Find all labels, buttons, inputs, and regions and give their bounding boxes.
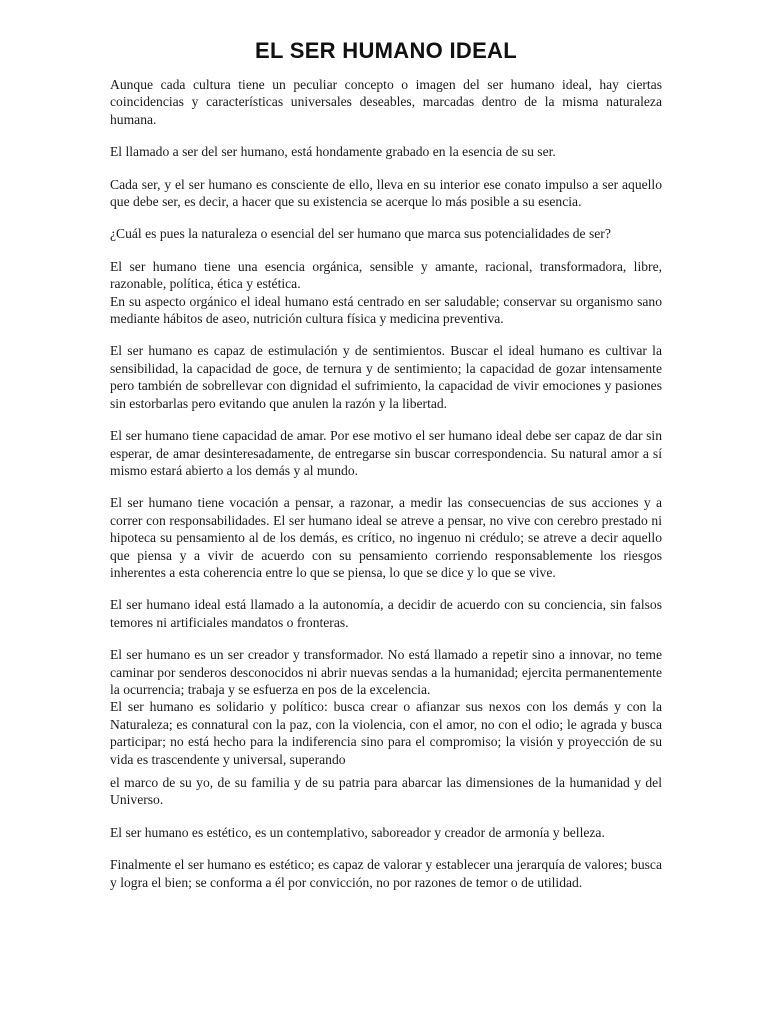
paragraph-sentimientos: El ser humano es capaz de estimulación y de sentimientos. Buscar el ideal humano es cultivar la sensibilidad, la capacidad de goce, de ternura y de sentimiento; la capacidad de gozar intensamente pero también de sobrellevar con dignidad el sufrimiento, la capacidad de vivir emociones y pasiones sin estorbarlas pero evitando que anulen la razón y la libertad.: [110, 343, 662, 411]
paragraph-intro: Aunque cada cultura tiene un peculiar concepto o imagen del ser humano ideal, hay ciertas coincidencias y características universales deseables, marcadas dentro de la misma naturaleza humana.: [110, 77, 662, 127]
paragraph-pensar: El ser humano tiene vocación a pensar, a razonar, a medir las consecuencias de sus acciones y a correr con responsabilidades. El ser humano ideal se atreve a pensar, no vive con cerebro prestado ni hipoteca su pensamiento al de los demás, es crítico, no ingenuo ni crédulo; se atreve a decir aquello que piensa y a vivir de acuerdo con su pensamiento corriendo responsablemente los riesgos inherentes a esta coherencia entre lo que se piensa, lo que se dice y lo que se vive.: [110, 495, 662, 580]
paragraph-estetico: El ser humano es estético, es un contemplativo, saboreador y creador de armonía y belleza.: [110, 824, 605, 840]
paragraph-cada-ser: Cada ser, y el ser humano es consciente de ello, lleva en su interior ese conato impulso a ser aquello que debe ser, es decir, a hacer que su existencia se acerque lo más posible a su esencia.: [110, 176, 662, 210]
paragraph-creador: El ser humano es un ser creador y transformador. No está llamado a repetir sino a innovar, no teme caminar por senderos desconocidos ni abrir nuevas sendas a la humanidad; ejercita permanentemente la ocurrencia; trabaja y se esfuerza en pos de la excelencia.: [110, 647, 662, 697]
document-title: EL SER HUMANO IDEAL: [255, 38, 517, 63]
paragraph-pregunta: ¿Cuál es pues la naturaleza o esencial del ser humano que marca sus potencialidades de ser?: [110, 226, 611, 242]
paragraph-solidario: El ser humano es solidario y político: busca crear o afianzar sus nexos con los demás y con la Naturaleza; es connatural con la paz, con la violencia, con el amor, no con el odio; le agrada y busca participar; no está hecho para la indiferencia sino para el compromiso; la visión y proyección de su vida es trascendente y universal, superando: [110, 699, 662, 767]
paragraph-finalmente: Finalmente el ser humano es estético; es capaz de valorar y establecer una jerarquía de valores; busca y logra el bien; se conforma a él por convicción, no por razones de temor o de utilidad.: [110, 857, 662, 890]
paragraph-marco: el marco de su yo, de su familia y de su patria para abarcar las dimensiones de la humanidad y del Universo.: [110, 775, 662, 808]
document-page: [110, 38, 662, 906]
paragraph-autonomia: El ser humano ideal está llamado a la autonomía, a decidir de acuerdo con su conciencia, sin falsos temores ni artificiales mandatos o fronteras.: [110, 597, 662, 630]
paragraph-amar: El ser humano tiene capacidad de amar. Por ese motivo el ser humano ideal debe ser capaz de dar sin esperar, de amar desinteresadamente, de entregarse sin buscar correspondencia. Su natural amor a sí mismo estará abierto a los demás y al mundo.: [110, 428, 662, 478]
paragraph-organico: En su aspecto orgánico el ideal humano está centrado en ser saludable; conservar su organismo sano mediante hábitos de aseo, nutrición cultura física y medicina preventiva.: [110, 293, 662, 327]
paragraph-esencia: El ser humano tiene una esencia orgánica, sensible y amante, racional, transformadora, libre, razonable, política, ética y estética.: [110, 258, 662, 292]
paragraph-llamado: El llamado a ser del ser humano, está hondamente grabado en la esencia de su ser.: [110, 144, 556, 160]
